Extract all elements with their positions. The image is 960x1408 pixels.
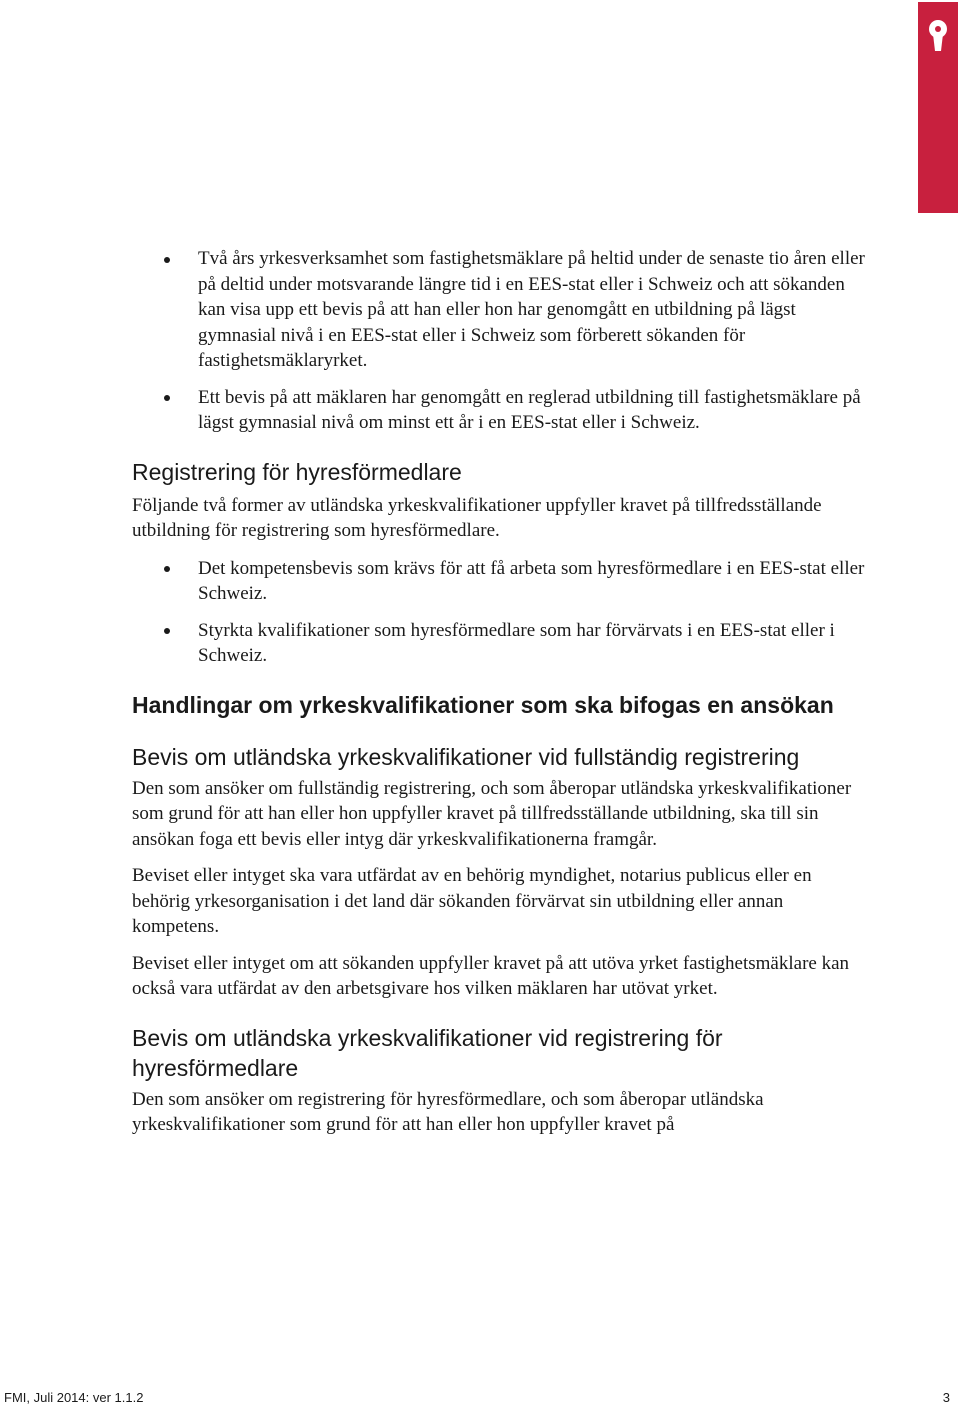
paragraph: Följande två former av utländska yrkeskvalifikationer uppfyller kravet på tillfredsställande utbildning för registrering som hyresförmedlare. [132, 494, 822, 541]
paragraph: Den som ansöker om registrering för hyresförmedlare, och som åberopar utländska yrkeskvalifikationer som grund för att han eller hon uppfyller kravet på [132, 1088, 764, 1135]
section-heading-fullstandig: Bevis om utländska yrkeskvalifikationer vid fullständig registrering [132, 743, 800, 770]
document-body [132, 246, 872, 1138]
list-item: Det kompetensbevis som krävs för att få arbeta som hyresförmedlare i en EES-stat eller Schweiz. [132, 556, 872, 607]
requirements-list [132, 246, 872, 436]
list-item: Ett bevis på att mäklaren har genomgått en reglerad utbildning till fastighetsmäklare på lägst gymnasial nivå om minst ett år i en EES-stat eller i Schweiz. [132, 385, 872, 436]
paragraph: Beviset eller intyget ska vara utfärdat av en behörig myndighet, notarius publicus eller en behörig yrkesorganisation i det land där sökanden förvärvat sin utbildning eller annan kompetens. [132, 865, 812, 937]
list-item: Två års yrkesverksamhet som fastighetsmäklare på heltid under de senaste tio åren eller på deltid under motsvarande längre tid i en EES-stat eller i Schweiz och att sökanden kan visa upp ett bevis på att han eller hon har genomgått en utbildning på lägst gymnasial nivå i en EES-stat eller i Schweiz som förberett sökanden för fastighetsmäklaryrket. [132, 246, 872, 374]
paragraph: Den som ansöker om fullständig registrering, och som åberopar utländska yrkeskvalifikationer som grund för att han eller hon uppfyller kravet på tillfredsställande utbildning, ska till sin ansökan foga ett bevis eller intyg där yrkeskvalifikationerna framgår. [132, 777, 852, 850]
section-heading-handlingar: Handlingar om yrkeskvalifikationer som ska bifogas en ansökan [132, 691, 834, 718]
list-item: Styrkta kvalifikationer som hyresförmedlare som har förvärvats i en EES-stat eller i Schweiz. [132, 618, 872, 669]
paragraph: Beviset eller intyget om att sökanden uppfyller kravet på att utöva yrket fastighetsmäklare kan också vara utfärdat av den arbetsgivare hos vilken mäklaren har utövat yrket. [132, 952, 850, 999]
logo-tab [918, 2, 958, 213]
page-number: 3 [942, 1390, 950, 1405]
footer-version: FMI, Juli 2014: ver 1.1.2 [4, 1390, 144, 1405]
section-heading-hyresformedlare: Registrering för hyresförmedlare [132, 458, 462, 485]
hyres-list [132, 556, 872, 669]
keyhole-icon [927, 20, 949, 52]
section-heading-hyres-bevis: Bevis om utländska yrkeskvalifikationer vid registrering för hyresförmedlare [132, 1024, 723, 1081]
